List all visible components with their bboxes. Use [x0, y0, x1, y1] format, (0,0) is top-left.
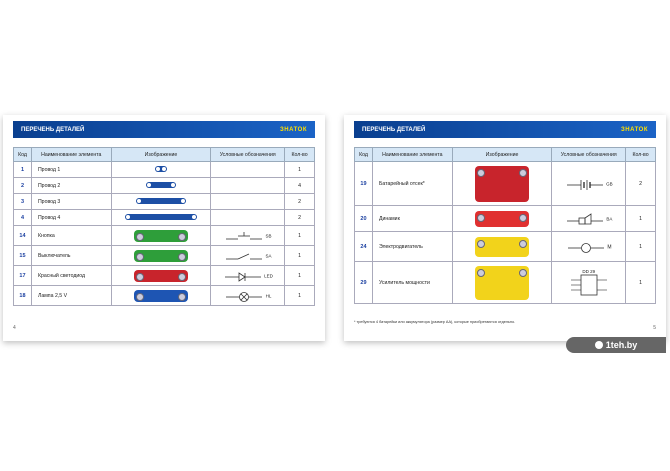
row-qty: 4 [285, 178, 315, 194]
table-row [355, 262, 656, 304]
row-qty: 1 [285, 162, 315, 178]
row-name: Электродвигатель [372, 232, 452, 262]
row-image [111, 286, 211, 306]
led-symbol-icon [223, 270, 263, 282]
table-header-row [14, 148, 315, 162]
row-name: Кнопка [31, 226, 111, 246]
row-code: 4 [14, 210, 32, 226]
row-code: 20 [355, 206, 373, 232]
speaker-block-icon [475, 211, 529, 227]
row-image [111, 162, 211, 178]
row-qty: 2 [285, 210, 315, 226]
row-code: 18 [14, 286, 32, 306]
symbol-label: SA [265, 252, 272, 258]
row-code: 14 [14, 226, 32, 246]
row-code: 3 [14, 194, 32, 210]
symbol-label: GB [606, 180, 613, 186]
row-symbol [552, 262, 626, 304]
page-title: ПЕРЕЧЕНЬ ДЕТАЛЕЙ [21, 126, 85, 133]
battery-symbol-icon [565, 178, 605, 190]
speaker-symbol-icon [565, 213, 605, 225]
row-symbol [552, 162, 626, 206]
table-row [14, 246, 315, 266]
col-code: Код [14, 148, 32, 162]
row-qty: 1 [626, 206, 656, 232]
row-code: 19 [355, 162, 373, 206]
footnote: * требуются 4 батарейки или аккумулятора (размер AA), которые приобретаются отдельно. [354, 320, 516, 324]
row-image [111, 246, 211, 266]
symbol-label: BA [606, 215, 613, 221]
row-name: Провод 2 [31, 178, 111, 194]
col-code: Код [355, 148, 373, 162]
row-name: Провод 1 [31, 162, 111, 178]
brand-logo: ЗНАТОК [280, 126, 307, 133]
parts-table-right [354, 147, 656, 304]
row-symbol [211, 178, 285, 194]
lamp-symbol-icon [224, 290, 264, 302]
row-name: Провод 4 [31, 210, 111, 226]
page-number: 4 [13, 325, 16, 331]
row-symbol [211, 162, 285, 178]
symbol-label: SB [265, 232, 272, 238]
row-image [111, 266, 211, 286]
page-title: ПЕРЕЧЕНЬ ДЕТАЛЕЙ [362, 126, 426, 133]
row-name: Батарейный отсек* [372, 162, 452, 206]
wire-1-icon [155, 166, 167, 172]
row-image [111, 194, 211, 210]
row-code: 2 [14, 178, 32, 194]
right-page [344, 115, 666, 341]
row-symbol [211, 286, 285, 306]
table-row [14, 210, 315, 226]
row-code: 17 [14, 266, 32, 286]
row-code: 29 [355, 262, 373, 304]
col-qty: Кол-во [626, 148, 656, 162]
amplifier-symbol-icon [569, 274, 609, 296]
wire-3-icon [136, 198, 186, 204]
row-qty: 1 [285, 226, 315, 246]
table-row [14, 178, 315, 194]
row-symbol [211, 266, 285, 286]
row-symbol [211, 246, 285, 266]
row-name: Выключатель [31, 246, 111, 266]
col-name: Наименование элемента [31, 148, 111, 162]
row-name: Провод 3 [31, 194, 111, 210]
row-name: Лампа 2,5 V [31, 286, 111, 306]
row-qty: 1 [285, 286, 315, 306]
table-header-row [355, 148, 656, 162]
row-symbol [211, 226, 285, 246]
table-row [14, 266, 315, 286]
symbol-label: HL [265, 292, 272, 298]
table-row [14, 194, 315, 210]
row-symbol [211, 194, 285, 210]
row-code: 1 [14, 162, 32, 178]
button-symbol-icon [224, 230, 264, 242]
col-symbol: Условные обозначения [552, 148, 626, 162]
row-symbol [211, 210, 285, 226]
watermark-logo-icon [595, 341, 603, 349]
row-code: 24 [355, 232, 373, 262]
parts-table-left [13, 147, 315, 306]
row-qty: 1 [626, 262, 656, 304]
row-symbol [552, 206, 626, 232]
row-image [452, 262, 552, 304]
row-qty: 2 [626, 162, 656, 206]
led-block-icon [134, 270, 188, 282]
motor-block-icon [475, 237, 529, 257]
left-page-header [13, 121, 315, 138]
wire-2-icon [146, 182, 176, 188]
row-symbol [552, 232, 626, 262]
row-name: Красный светодиод [31, 266, 111, 286]
watermark-text: 1teh.by [605, 340, 638, 350]
battery-block-icon [475, 166, 529, 202]
row-qty: 1 [626, 232, 656, 262]
table-row [355, 206, 656, 232]
amplifier-block-icon [475, 266, 529, 300]
row-image [111, 178, 211, 194]
symbol-label: DD 29 [582, 269, 596, 274]
switch-symbol-icon [224, 250, 264, 262]
row-qty: 1 [285, 246, 315, 266]
row-qty: 1 [285, 266, 315, 286]
table-row [355, 232, 656, 262]
row-image [111, 210, 211, 226]
wire-4-icon [125, 214, 197, 220]
row-image [452, 206, 552, 232]
symbol-label: LED [264, 272, 273, 278]
col-image: Изображение [111, 148, 211, 162]
col-qty: Кол-во [285, 148, 315, 162]
col-image: Изображение [452, 148, 552, 162]
right-page-header [354, 121, 656, 138]
row-code: 15 [14, 246, 32, 266]
row-name: Усилитель мощности [372, 262, 452, 304]
row-image [111, 226, 211, 246]
row-image [452, 162, 552, 206]
watermark [566, 337, 666, 353]
symbol-label: M [607, 243, 612, 250]
col-symbol: Условные обозначения [211, 148, 285, 162]
table-row [14, 226, 315, 246]
row-name: Динамик [372, 206, 452, 232]
table-row [355, 162, 656, 206]
button-block-icon [134, 230, 188, 242]
lamp-block-icon [134, 290, 188, 302]
table-row [14, 162, 315, 178]
col-name: Наименование элемента [372, 148, 452, 162]
switch-block-icon [134, 250, 188, 262]
table-row [14, 286, 315, 306]
page-number: 5 [653, 325, 656, 331]
row-image [452, 232, 552, 262]
left-page [3, 115, 325, 341]
row-qty: 2 [285, 194, 315, 210]
brand-logo: ЗНАТОК [621, 126, 648, 133]
motor-symbol-icon [566, 241, 606, 253]
